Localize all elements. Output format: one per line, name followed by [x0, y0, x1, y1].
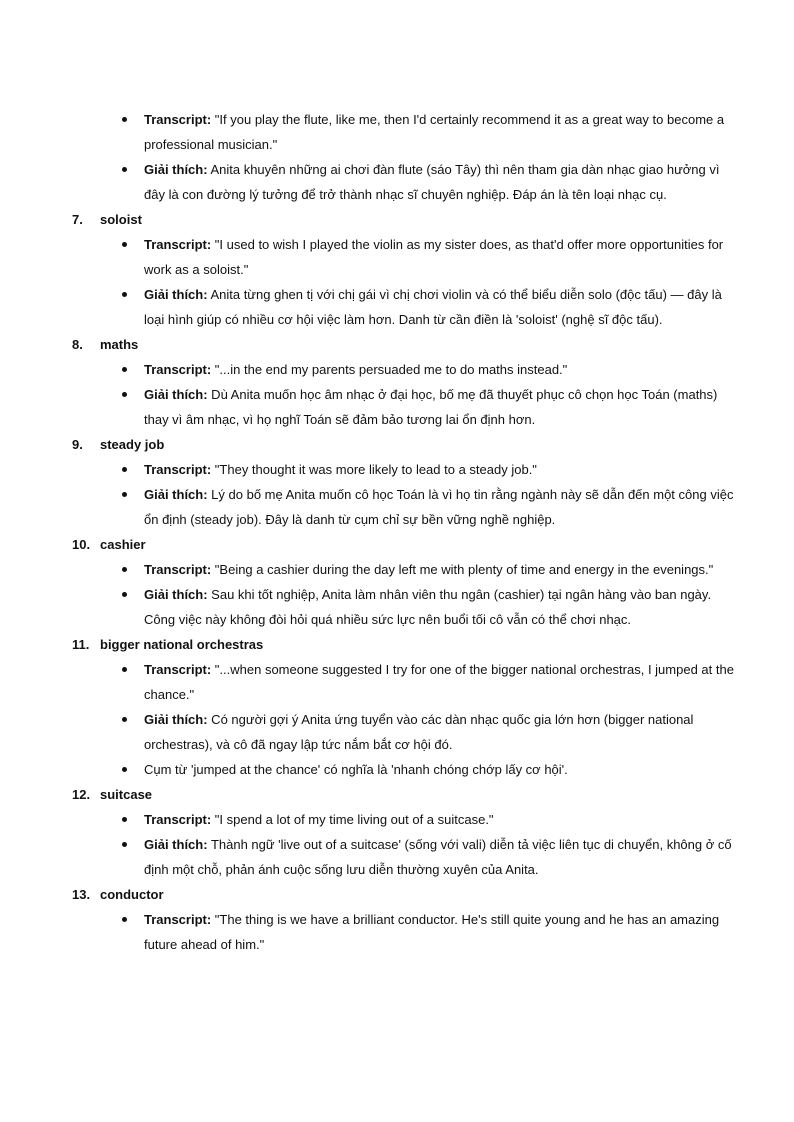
- answer-item: [72, 207, 744, 332]
- top-bullet-list: [72, 107, 744, 207]
- bullet-item: [144, 282, 744, 332]
- answer-item: [72, 532, 744, 632]
- bullet-label: Transcript:: [144, 237, 212, 252]
- bullet-text: Sau khi tốt nghiệp, Anita làm nhân viên thu ngân (cashier) tại ngân hàng vào ban ngày. Công việc này không đòi hỏi quá nhiều sức lực nên buổi tối cô vẫn có thể chơi nhạc.: [144, 587, 712, 627]
- bullet-label: Transcript:: [144, 562, 212, 577]
- bullet-item: [144, 232, 744, 282]
- bullet-item: [144, 907, 744, 957]
- answer-title: conductor: [100, 887, 164, 902]
- bullet-item: [144, 757, 744, 782]
- answer-item: [72, 882, 744, 957]
- bullet-item: [144, 107, 744, 157]
- bullet-item: [144, 582, 744, 632]
- answer-number: 11.: [72, 637, 90, 652]
- answer-heading: [72, 882, 744, 907]
- answer-heading: [72, 207, 744, 232]
- bullet-label: Transcript:: [144, 362, 212, 377]
- bullet-text: "...in the end my parents persuaded me to do maths instead.": [211, 362, 568, 377]
- bullet-text: "Being a cashier during the day left me with plenty of time and energy in the evenings.": [211, 562, 714, 577]
- answer-heading: [72, 532, 744, 557]
- bullet-label: Giải thích:: [144, 487, 208, 502]
- bullet-text: Dù Anita muốn học âm nhạc ở đại học, bố mẹ đã thuyết phục cô chọn học Toán (maths) thay vì âm nhạc, vì họ nghĩ Toán sẽ đảm bảo tương lai ổn định hơn.: [144, 387, 718, 427]
- answer-number: 9.: [72, 437, 83, 452]
- bullet-label: Transcript:: [144, 112, 212, 127]
- bullet-text: Lý do bố mẹ Anita muốn cô học Toán là vì họ tin rằng ngành này sẽ dẫn đến một công việc ổn định (steady job). Đây là danh từ cụm chỉ sự bền vững nghề nghiệp.: [144, 487, 734, 527]
- answer-title: bigger national orchestras: [100, 637, 264, 652]
- bullet-label: Transcript:: [144, 812, 212, 827]
- bullet-text: Anita từng ghen tị với chị gái vì chị chơi violin và có thể biểu diễn solo (độc tấu) — đây là loại hình giúp có nhiều cơ hội việc làm hơn. Danh từ cần điền là 'soloist' (nghệ sĩ độc tấu).: [144, 287, 722, 327]
- bullet-text: "The thing is we have a brilliant conductor. He's still quite young and he has an amazing future ahead of him.": [144, 912, 720, 952]
- answer-number: 7.: [72, 212, 83, 227]
- bullet-label: Giải thích:: [144, 712, 208, 727]
- bullet-label: Giải thích:: [144, 162, 208, 177]
- bullet-item: [144, 807, 744, 832]
- bullet-item: [144, 482, 744, 532]
- bullet-text: "If you play the flute, like me, then I'd certainly recommend it as a great way to become a professional musician.": [144, 112, 725, 152]
- bullet-text: Thành ngữ 'live out of a suitcase' (sống với vali) diễn tả việc liên tục di chuyển, không ở cố định một chỗ, phản ánh cuộc sống lưu diễn thường xuyên của Anita.: [144, 837, 732, 877]
- bullet-text: Cụm từ 'jumped at the chance' có nghĩa là 'nhanh chóng chớp lấy cơ hội'.: [144, 762, 568, 777]
- bullet-text: "I used to wish I played the violin as my sister does, as that'd offer more opportunities for work as a soloist.": [144, 237, 724, 277]
- answer-item: [72, 782, 744, 882]
- answer-heading: [72, 632, 744, 657]
- bullet-list: [72, 807, 744, 882]
- bullet-item: [144, 357, 744, 382]
- answer-heading: [72, 332, 744, 357]
- bullet-item: [144, 657, 744, 707]
- bullet-label: Giải thích:: [144, 587, 208, 602]
- bullet-item: [144, 707, 744, 757]
- bullet-item: [144, 457, 744, 482]
- bullet-list: [72, 232, 744, 332]
- bullet-list: [72, 657, 744, 782]
- answer-item: [72, 332, 744, 432]
- answer-title: suitcase: [100, 787, 153, 802]
- answer-item: [72, 632, 744, 782]
- answer-title: steady job: [100, 437, 165, 452]
- bullet-item: [144, 832, 744, 882]
- bullet-label: Transcript:: [144, 912, 212, 927]
- bullet-list: [72, 357, 744, 432]
- bullet-list: [72, 907, 744, 957]
- bullet-label: Giải thích:: [144, 837, 208, 852]
- bullet-text: "They thought it was more likely to lead to a steady job.": [211, 462, 537, 477]
- bullet-label: Transcript:: [144, 662, 212, 677]
- bullet-text: "I spend a lot of my time living out of a suitcase.": [211, 812, 494, 827]
- answer-number: 13.: [72, 887, 91, 902]
- bullet-label: Giải thích:: [144, 287, 208, 302]
- bullet-text: Anita khuyên những ai chơi đàn flute (sáo Tây) thì nên tham gia dàn nhạc giao hưởng vì đây là con đường lý tưởng để trở thành nhạc sĩ chuyên nghiệp. Đáp án là tên loại nhạc cụ.: [144, 162, 720, 202]
- answer-title: maths: [100, 337, 139, 352]
- bullet-item: [144, 557, 744, 582]
- bullet-item: [144, 382, 744, 432]
- answer-item: [72, 432, 744, 532]
- answer-title: cashier: [100, 537, 146, 552]
- bullet-text: "...when someone suggested I try for one of the bigger national orchestras, I jumped at the chance.": [144, 662, 734, 702]
- answer-heading: [72, 432, 744, 457]
- answer-title: soloist: [100, 212, 142, 227]
- bullet-list: [72, 557, 744, 632]
- bullet-text: Có người gợi ý Anita ứng tuyển vào các dàn nhạc quốc gia lớn hơn (bigger national orchestras), và cô đã ngay lập tức nắm bắt cơ hội đó.: [144, 712, 694, 752]
- answer-number: 12.: [72, 787, 91, 802]
- answer-heading: [72, 782, 744, 807]
- answer-number: 10.: [72, 537, 91, 552]
- bullet-label: Transcript:: [144, 462, 212, 477]
- answer-number: 8.: [72, 337, 83, 352]
- bullet-label: Giải thích:: [144, 387, 208, 402]
- bullet-item: [144, 157, 744, 207]
- bullet-list: [72, 457, 744, 532]
